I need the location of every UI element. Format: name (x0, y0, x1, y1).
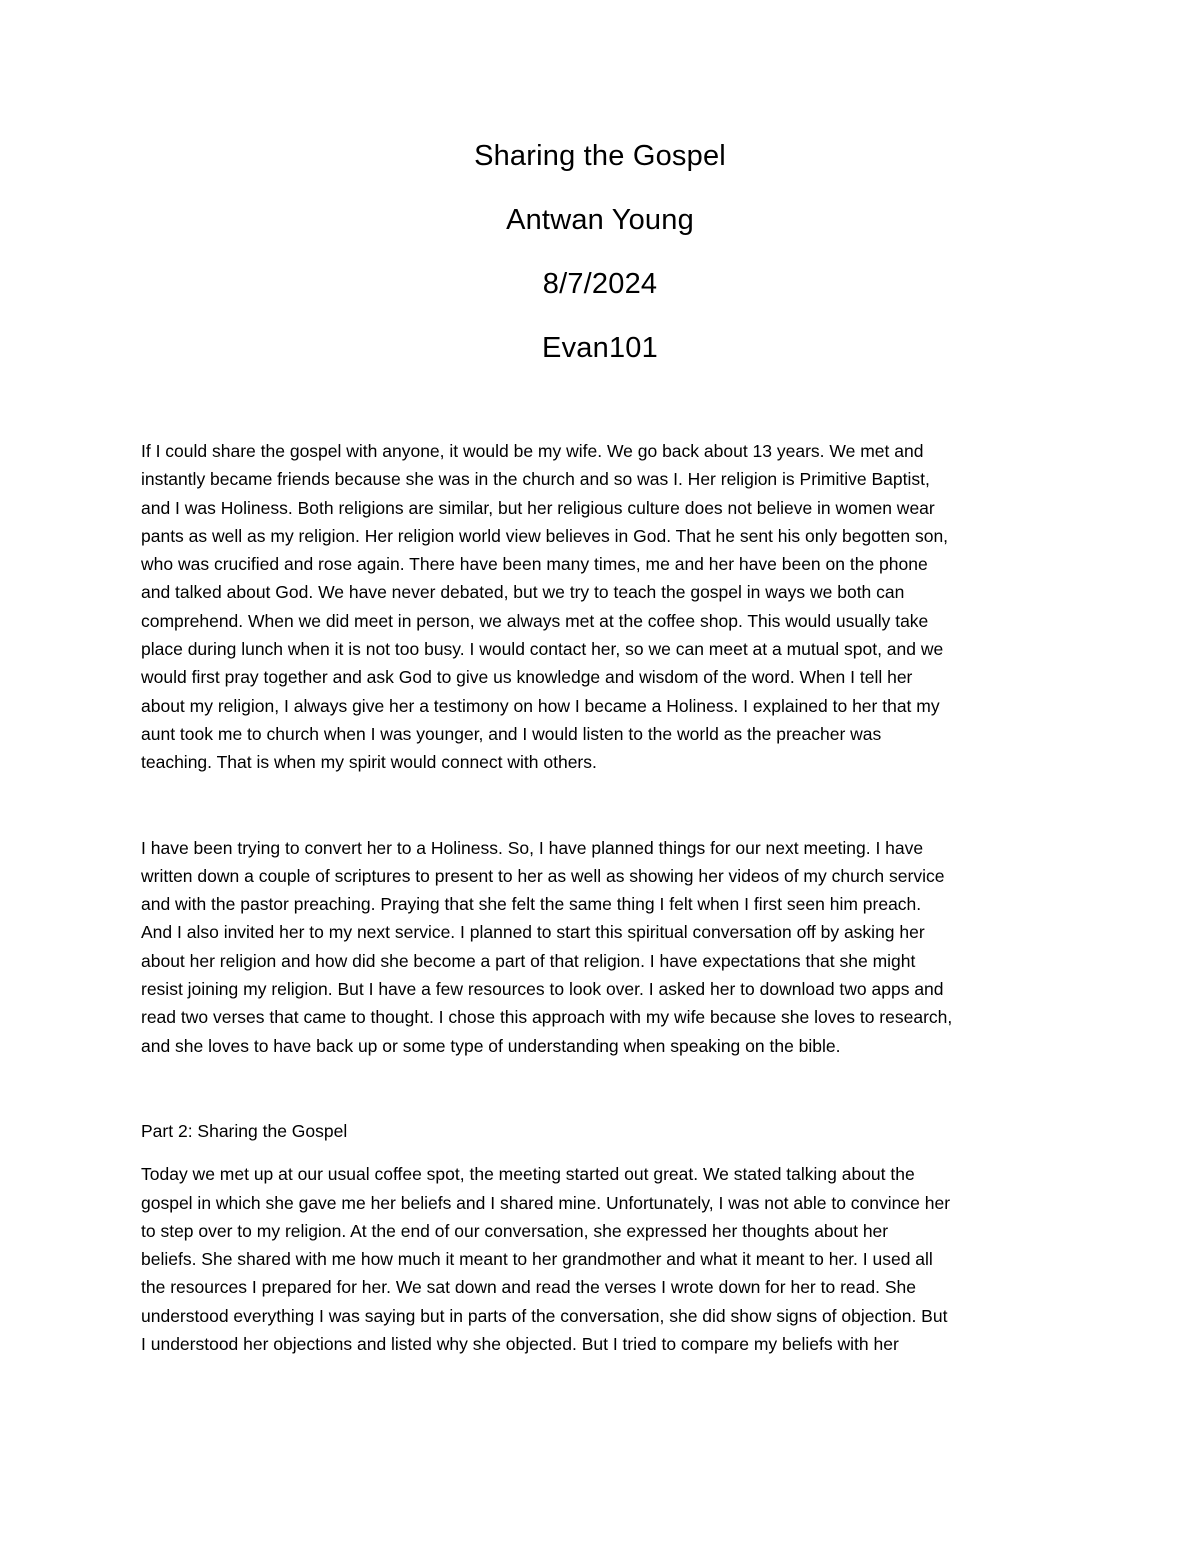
paragraph-line: beliefs. She shared with me how much it meant to her grandmother and what it meant to her. I used all (141, 1249, 933, 1270)
paragraph-line: the resources I prepared for her. We sat down and read the verses I wrote down for her to read. She (141, 1277, 916, 1298)
paragraph-line: and with the pastor preaching. Praying that she felt the same thing I felt when I first seen him preach. (141, 894, 922, 915)
paragraph-line: about my religion, I always give her a testimony on how I became a Holiness. I explained to her that my (141, 695, 940, 716)
paragraph-line: would first pray together and ask God to give us knowledge and wisdom of the word. When I tell her (141, 667, 913, 688)
paragraph-line: instantly became friends because she was in the church and so was I. Her religion is Primitive Baptist, (141, 469, 930, 490)
section-heading: Part 2: Sharing the Gospel (141, 1120, 348, 1141)
paragraph-line: and she loves to have back up or some type of understanding when speaking on the bible. (141, 1035, 841, 1056)
title-block (0, 140, 1200, 396)
paragraph-3 (141, 1160, 1071, 1358)
paragraph-line: read two verses that came to thought. I chose this approach with my wife because she loves to research, (141, 1007, 953, 1028)
paragraph-line: about her religion and how did she become a part of that religion. I have expectations that she might (141, 950, 916, 971)
paragraph-line: pants as well as my religion. Her religion world view believes in God. That he sent his only begotten son, (141, 525, 949, 546)
paragraph-line: aunt took me to church when I was younger, and I would listen to the world as the preacher was (141, 723, 882, 744)
paragraph-line: and talked about God. We have never debated, but we try to teach the gospel in ways we both can (141, 582, 905, 603)
paragraph-line: I have been trying to convert her to a Holiness. So, I have planned things for our next meeting. I have (141, 837, 924, 858)
document-title: Sharing the Gospel (474, 140, 726, 172)
paragraph-line: and I was Holiness. Both religions are similar, but her religious culture does not believe in women wear (141, 497, 935, 518)
course-code: Evan101 (542, 332, 658, 364)
paragraph-line: resist joining my religion. But I have a few resources to look over. I asked her to download two apps and (141, 979, 944, 1000)
paragraph-line: written down a couple of scriptures to present to her as well as showing her videos of my church service (141, 865, 945, 886)
paragraph-line: If I could share the gospel with anyone, it would be my wife. We go back about 13 years. We met and (141, 441, 924, 461)
paragraph-line: I understood her objections and listed why she objected. But I tried to compare my beliefs with her (141, 1334, 899, 1355)
paragraph-line: teaching. That is when my spirit would connect with others. (141, 752, 597, 773)
author-name: Antwan Young (506, 204, 694, 236)
paragraph-line: And I also invited her to my next service. I planned to start this spiritual conversation off by asking her (141, 922, 925, 943)
paragraph-line: understood everything I was saying but in parts of the conversation, she did show signs of objection. But (141, 1305, 948, 1326)
paragraph-line: who was crucified and rose again. There have been many times, me and her have been on the phone (141, 554, 928, 575)
paragraph-line: Today we met up at our usual coffee spot, the meeting started out great. We stated talking about the (141, 1164, 915, 1185)
paragraph-2 (141, 834, 1071, 1060)
paragraph-line: comprehend. When we did meet in person, we always met at the coffee shop. This would usually take (141, 610, 929, 631)
paragraph-line: gospel in which she gave me her beliefs and I shared mine. Unfortunately, I was not able to convince her (141, 1192, 951, 1213)
paragraph-line: to step over to my religion. At the end of our conversation, she expressed her thoughts about her (141, 1220, 889, 1241)
paragraph-1 (141, 437, 1071, 777)
document-date: 8/7/2024 (542, 268, 658, 300)
paragraph-line: place during lunch when it is not too busy. I would contact her, so we can meet at a mutual spot, and we (141, 639, 944, 660)
document-body (141, 437, 1071, 1358)
